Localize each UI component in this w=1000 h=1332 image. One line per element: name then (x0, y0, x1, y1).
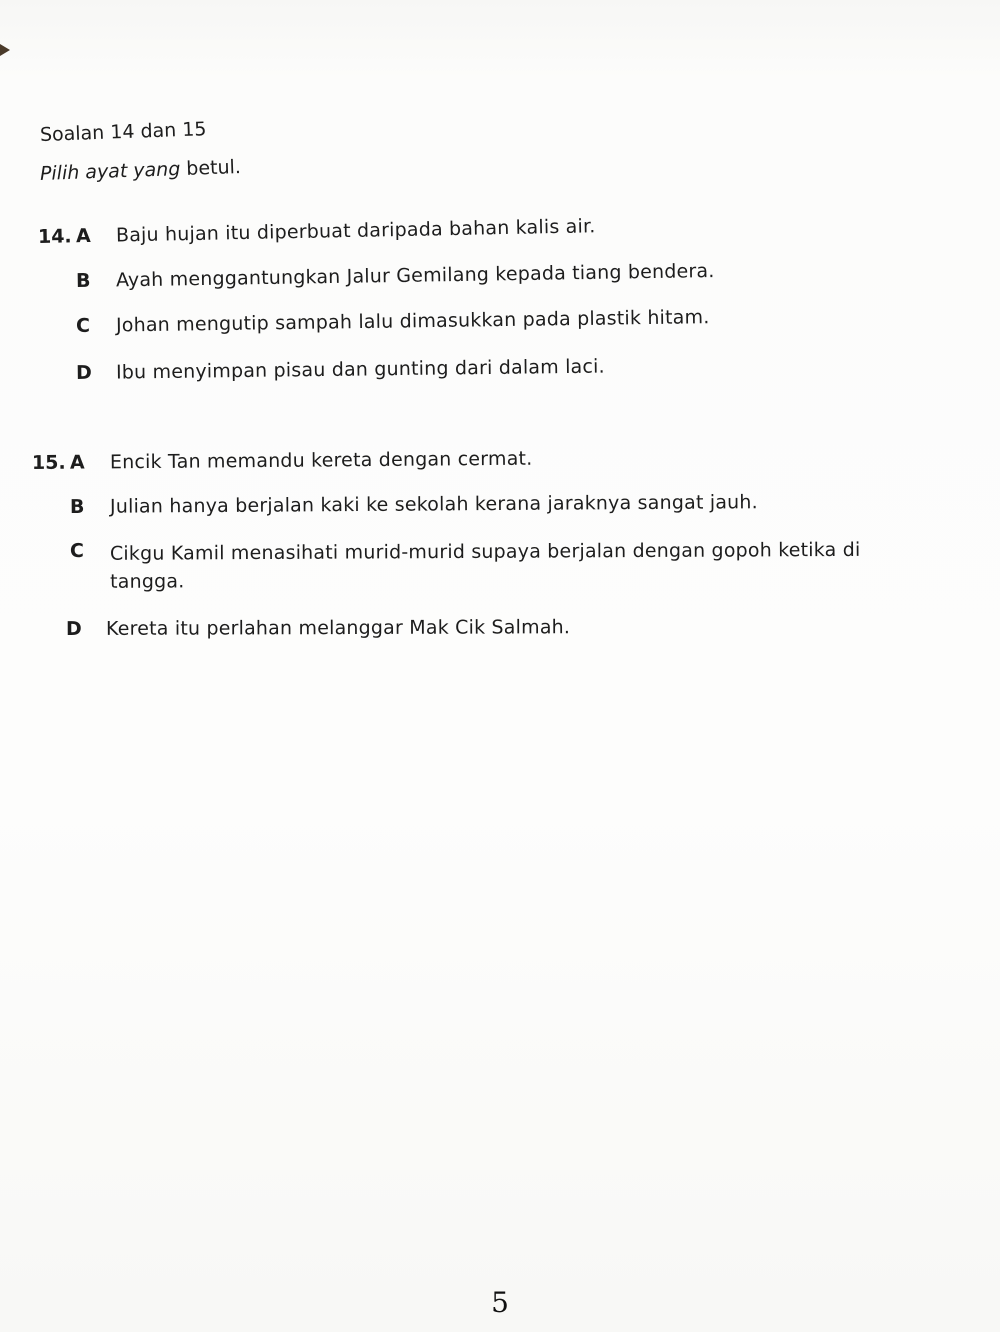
option-text: Kereta itu perlahan melanggar Mak Cik Salmah. (105, 616, 571, 640)
instruction-italic: Pilih ayat yang (39, 158, 181, 185)
instruction-line (40, 156, 242, 185)
q15-option-a[interactable] (32, 448, 533, 474)
q15-option-c[interactable] (70, 535, 940, 596)
q14-option-a[interactable] (38, 215, 596, 248)
option-text: Encik Tan memandu kereta dengan cermat. (109, 447, 533, 474)
option-letter: B (69, 495, 85, 518)
question-number: 14. (37, 225, 72, 248)
corner-mark (0, 44, 10, 56)
option-text: Ayah menggantungkan Jalur Gemilang kepada tiang bendera. (115, 259, 715, 292)
q14-option-d[interactable] (76, 356, 605, 384)
option-letter: A (69, 451, 85, 474)
q14-option-b[interactable] (76, 260, 715, 292)
q15-option-d[interactable] (66, 616, 570, 640)
option-text: Baju hujan itu diperbuat daripada bahan kalis air. (115, 215, 596, 247)
option-letter: B (75, 269, 91, 292)
option-letter: D (75, 361, 92, 384)
option-letter: C (69, 539, 84, 563)
q14-option-c[interactable] (76, 306, 710, 337)
option-text: Julian hanya berjalan kaki ke sekolah kerana jaraknya sangat jauh. (109, 491, 758, 518)
option-letter: C (75, 314, 91, 337)
q15-option-b[interactable] (70, 491, 758, 518)
question-number: 15. (31, 451, 66, 474)
option-text: Johan mengutip sampah lalu dimasukkan pada plastik hitam. (115, 306, 710, 337)
section-title: Soalan 14 dan 15 (39, 118, 207, 146)
instruction-bold: betul. (185, 155, 242, 180)
option-text: Ibu menyimpan pisau dan gunting dari dalam laci. (115, 355, 605, 384)
option-letter: D (65, 617, 82, 640)
page-number: 5 (491, 1286, 509, 1319)
option-letter: A (75, 224, 91, 248)
option-text: Cikgu Kamil menasihati murid-murid supaya berjalan dengan gopoh ketika di tangga. (109, 538, 861, 593)
